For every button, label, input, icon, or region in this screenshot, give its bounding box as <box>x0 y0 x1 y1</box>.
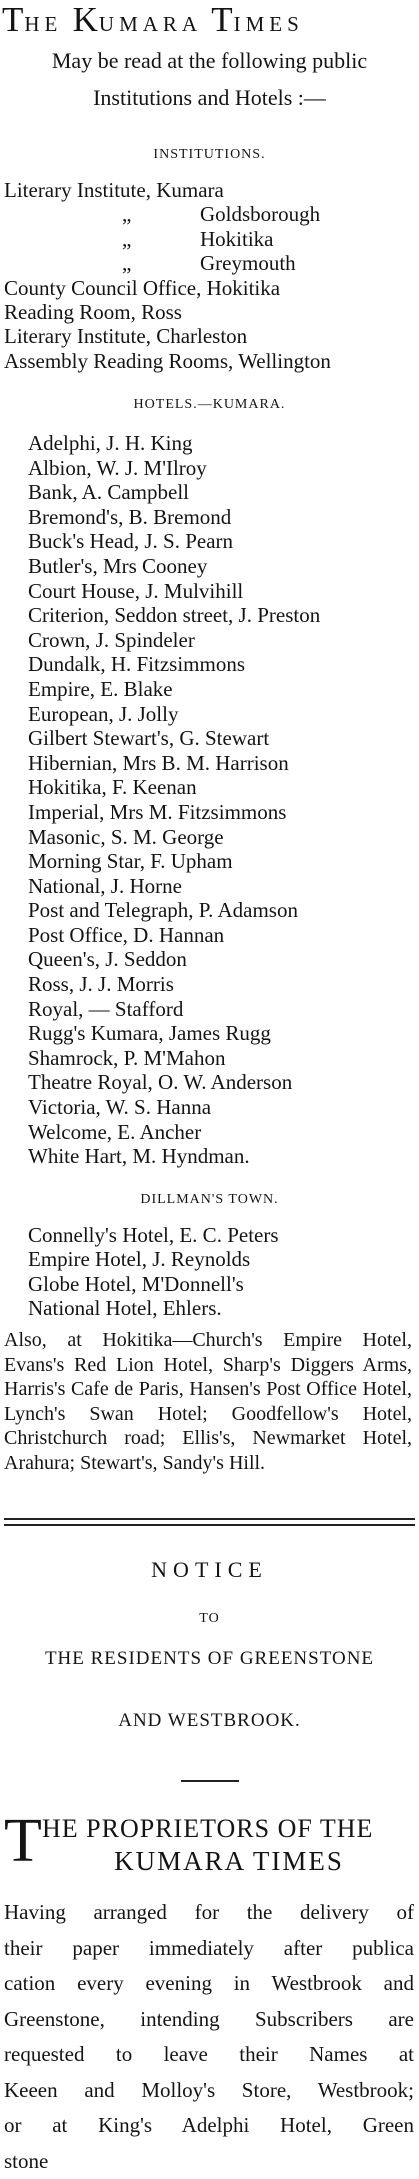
masthead-word-imes: IMES <box>234 12 304 36</box>
hotels-list <box>28 431 320 1169</box>
body-line: Greenstone, intending Subscribers are <box>4 2002 414 2038</box>
list-item: Victoria, W. S. Hanna <box>28 1095 320 1120</box>
list-item: Connelly's Hotel, E. C. Peters <box>28 1223 279 1247</box>
intro-line-2: Institutions and Hotels :— <box>0 85 419 111</box>
list-item: Royal, — Stafford <box>28 997 320 1022</box>
ditto-mark: „ <box>122 251 200 275</box>
masthead-cap-t: T <box>2 0 24 39</box>
dillmans-heading: DILLMAN'S TOWN. <box>0 1192 419 1208</box>
drop-cap: T <box>4 1812 42 1870</box>
list-item: Empire Hotel, J. Reynolds <box>28 1247 279 1271</box>
list-item: Assembly Reading Rooms, Wellington <box>4 349 331 373</box>
short-divider <box>181 1780 239 1782</box>
also-paragraph: Also, at Hokitika—Church's Empire Hotel, Evans's Red Lion Hotel, Sharp's Diggers Arms, Harris's Cafe de Paris, Hansen's Post Office Hotel, Lynch's Swan Hotel; Goodfellow's Hotel, Christchurch road; Ellis's, Newmarket Hotel, Arahura; Stewart's, Sandy's Hill. <box>4 1328 412 1475</box>
list-item: Bremond's, B. Bremond <box>28 505 320 530</box>
masthead <box>2 0 417 40</box>
proprietors-line-1: HE PROPRIETORS OF THE <box>42 1814 373 1844</box>
list-item: Ross, J. J. Morris <box>28 972 320 997</box>
list-item: Albion, W. J. M'Ilroy <box>28 456 320 481</box>
dillmans-list <box>28 1223 279 1321</box>
notice-line-2: AND WESTBROOK. <box>0 1710 419 1732</box>
masthead-cap-t2: T <box>211 0 233 39</box>
divider <box>4 1518 415 1520</box>
masthead-word-he: HE <box>24 12 72 36</box>
list-item: Hokitika, F. Keenan <box>28 775 320 800</box>
hotels-heading: HOTELS.—KUMARA. <box>0 397 419 413</box>
masthead-cap-k: K <box>73 0 99 39</box>
list-item: „ Hokitika <box>4 227 331 251</box>
body-line: requested to leave their Names at <box>4 2037 414 2073</box>
body-line: their paper immediately after publica <box>4 1931 414 1967</box>
list-item: Shamrock, P. M'Mahon <box>28 1046 320 1071</box>
list-item: Gilbert Stewart's, G. Stewart <box>28 726 320 751</box>
notice-line-1: THE RESIDENTS OF GREENSTONE <box>0 1648 419 1670</box>
list-item: Criterion, Seddon street, J. Preston <box>28 603 320 628</box>
body-line: Having arranged for the delivery of <box>4 1895 414 1931</box>
list-item: Globe Hotel, M'Donnell's <box>28 1272 279 1296</box>
list-item: Masonic, S. M. George <box>28 825 320 850</box>
masthead-word-umara: UMARA <box>99 12 211 36</box>
notice-title: NOTICE <box>0 1557 419 1583</box>
divider <box>4 1524 415 1526</box>
list-item: „ Goldsborough <box>4 202 331 226</box>
list-item: Imperial, Mrs M. Fitzsimmons <box>28 800 320 825</box>
body-line: cation every evening in Westbrook and <box>4 1966 414 2002</box>
list-item: Literary Institute, Kumara <box>4 178 331 202</box>
ditto-mark: „ <box>122 202 200 226</box>
list-item: Hibernian, Mrs B. M. Harrison <box>28 751 320 776</box>
list-item: Rugg's Kumara, James Rugg <box>28 1021 320 1046</box>
list-item: Empire, E. Blake <box>28 677 320 702</box>
notice-body <box>4 1895 414 2179</box>
list-item: Welcome, E. Ancher <box>28 1120 320 1145</box>
list-item: White Hart, M. Hyndman. <box>28 1144 320 1169</box>
list-item: National Hotel, Ehlers. <box>28 1296 279 1320</box>
list-item: Adelphi, J. H. King <box>28 431 320 456</box>
list-item: Literary Institute, Charleston <box>4 324 331 348</box>
list-item: Butler's, Mrs Cooney <box>28 554 320 579</box>
proprietors-line-2: KUMARA TIMES <box>42 1846 416 1877</box>
list-item: Bank, A. Campbell <box>28 480 320 505</box>
institutions-list <box>4 178 331 373</box>
list-item: Court House, J. Mulvihill <box>28 579 320 604</box>
list-item: Post and Telegraph, P. Adamson <box>28 898 320 923</box>
list-item: Dundalk, H. Fitzsimmons <box>28 652 320 677</box>
list-item: Theatre Royal, O. W. Anderson <box>28 1070 320 1095</box>
list-item: Crown, J. Spindeler <box>28 628 320 653</box>
list-item: National, J. Horne <box>28 874 320 899</box>
list-item: European, J. Jolly <box>28 702 320 727</box>
list-item: Reading Room, Ross <box>4 300 331 324</box>
intro-line-1: May be read at the following public <box>0 48 419 74</box>
body-line: Keeen and Molloy's Store, Westbrook; <box>4 2073 414 2109</box>
ditto-mark: „ <box>122 227 200 251</box>
institutions-heading: INSTITUTIONS. <box>0 147 419 163</box>
body-line: stone <box>4 2144 414 2179</box>
list-item: County Council Office, Hokitika <box>4 276 331 300</box>
notice-to: TO <box>0 1611 419 1627</box>
list-item: Morning Star, F. Upham <box>28 849 320 874</box>
list-item: „ Greymouth <box>4 251 331 275</box>
list-item: Buck's Head, J. S. Pearn <box>28 529 320 554</box>
list-item: Queen's, J. Seddon <box>28 947 320 972</box>
list-item: Post Office, D. Hannan <box>28 923 320 948</box>
body-line: or at King's Adelphi Hotel, Green <box>4 2108 414 2144</box>
